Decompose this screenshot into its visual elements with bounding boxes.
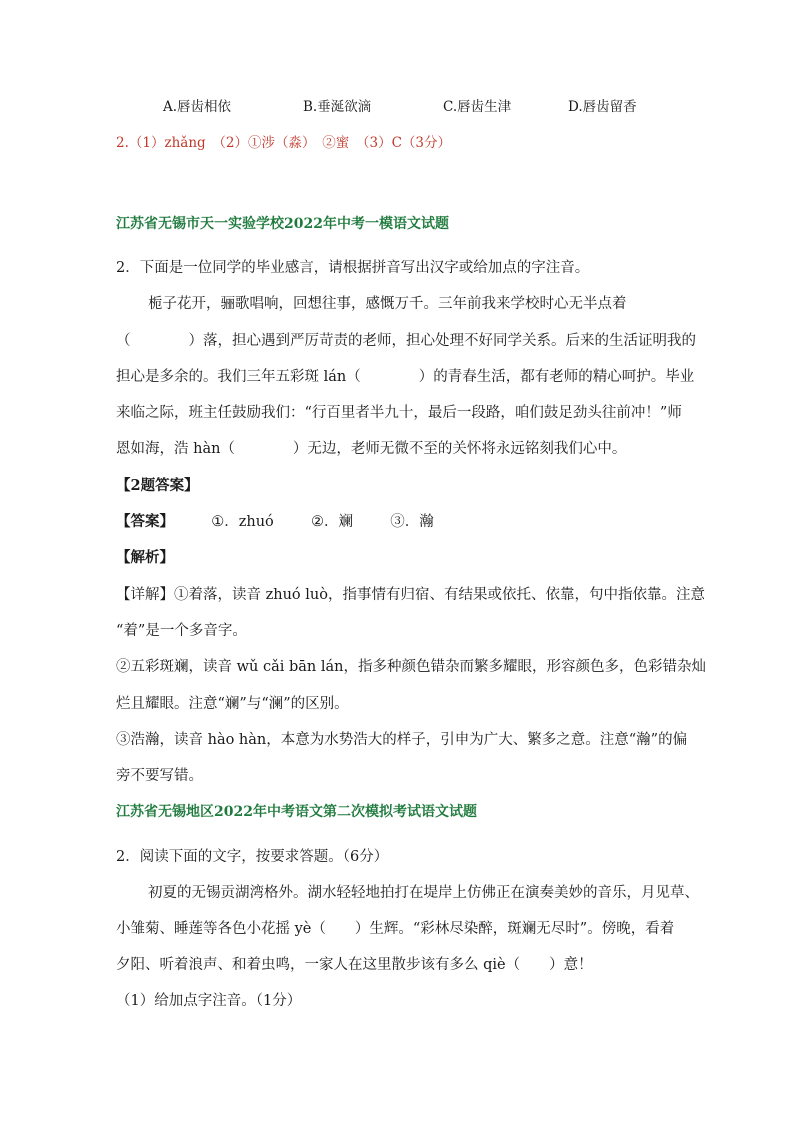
section2-passage-line: 夕阳、听着浪声、和着虫鸣，一家人在这里散步该有多么 qiè（ ）意！ bbox=[116, 957, 593, 973]
answer-item: ②．斓 bbox=[310, 514, 353, 530]
section1-passage-line: 来临之际，班主任鼓励我们：“行百里者半九十，最后一段路，咱们鼓足劲头往前冲！”师 bbox=[116, 405, 682, 421]
answer-row bbox=[116, 512, 434, 532]
section2-passage-line: 小雏菊、睡莲等各色小花摇 yè（ ）生辉。“彩林尽染醉，斑斓无尽时”。傍晚，看着 bbox=[116, 921, 675, 937]
answer-item: ③．瀚 bbox=[390, 514, 434, 530]
previous-answer: 2.（1）zhǎng （2）①涉（淼） ②蜜 （3）C（3分） bbox=[116, 135, 452, 151]
section2-passage-line: 初夏的无锡贡湖湾格外。湖水轻轻地拍打在堤岸上仿佛正在演奏美妙的音乐，月见草、 bbox=[148, 885, 699, 901]
section1-passage-line: （ ）落，担心遇到严厉苛责的老师，担心处理不好同学关系。后来的生活证明我的 bbox=[116, 333, 696, 349]
option-d: D.唇齿留香 bbox=[568, 99, 637, 115]
section2-question: 2．阅读下面的文字，按要求答题。（6分） bbox=[116, 849, 389, 865]
detail-line: 旁不要写错。 bbox=[116, 768, 203, 784]
answer-label: 【答案】 bbox=[116, 513, 174, 530]
option-b: B.垂涎欲滴 bbox=[303, 99, 372, 115]
sub-question: （1）给加点字注音。（1分） bbox=[116, 993, 302, 1009]
detail-line: ③浩瀚，读音 hào hàn，本意为水势浩大的样子，引申为广大、繁多之意。注意“瀚”的偏 bbox=[116, 732, 688, 748]
option-c: C.唇齿生津 bbox=[443, 99, 512, 115]
detail-line: ②五彩斑斓，读音 wǔ cǎi bān lán，指多种颜色错杂而繁多耀眼，形容颜色多，色彩错杂灿 bbox=[116, 659, 706, 675]
detail-line: “着”是一个多音字。 bbox=[116, 623, 247, 639]
analysis-label: 【解析】 bbox=[116, 549, 174, 566]
option-a: A.唇齿相依 bbox=[163, 99, 232, 115]
section1-question: 2．下面是一位同学的毕业感言，请根据拼音写出汉字或给加点的字注音。 bbox=[116, 260, 590, 276]
section1-passage-line: 恩如海，浩 hàn（ ）无边，老师无微不至的关怀将永远铭刻我们心中。 bbox=[116, 441, 627, 457]
answer-item: ①．zhuó bbox=[211, 514, 274, 530]
detail-line: 烂且耀眼。注意“斓”与“澜”的区别。 bbox=[116, 696, 349, 712]
section1-passage-line: 担心是多余的。我们三年五彩斑 lán（ ）的青春生活，都有老师的精心呵护。毕业 bbox=[116, 369, 695, 385]
detail-line: 【详解】①着落，读音 zhuó luò，指事情有归宿、有结果或依托、依靠，句中指依靠。注意 bbox=[116, 587, 705, 603]
section1-title: 江苏省无锡市天一实验学校2022年中考一模语文试题 bbox=[116, 216, 449, 232]
section1-passage-line: 栀子花开，骊歌唱响，回想往事，感慨万千。三年前我来学校时心无半点着 bbox=[148, 296, 627, 312]
answer-header: 【2题答案】 bbox=[116, 477, 199, 494]
section2-title: 江苏省无锡地区2022年中考语文第二次模拟考试语文试题 bbox=[116, 804, 477, 820]
